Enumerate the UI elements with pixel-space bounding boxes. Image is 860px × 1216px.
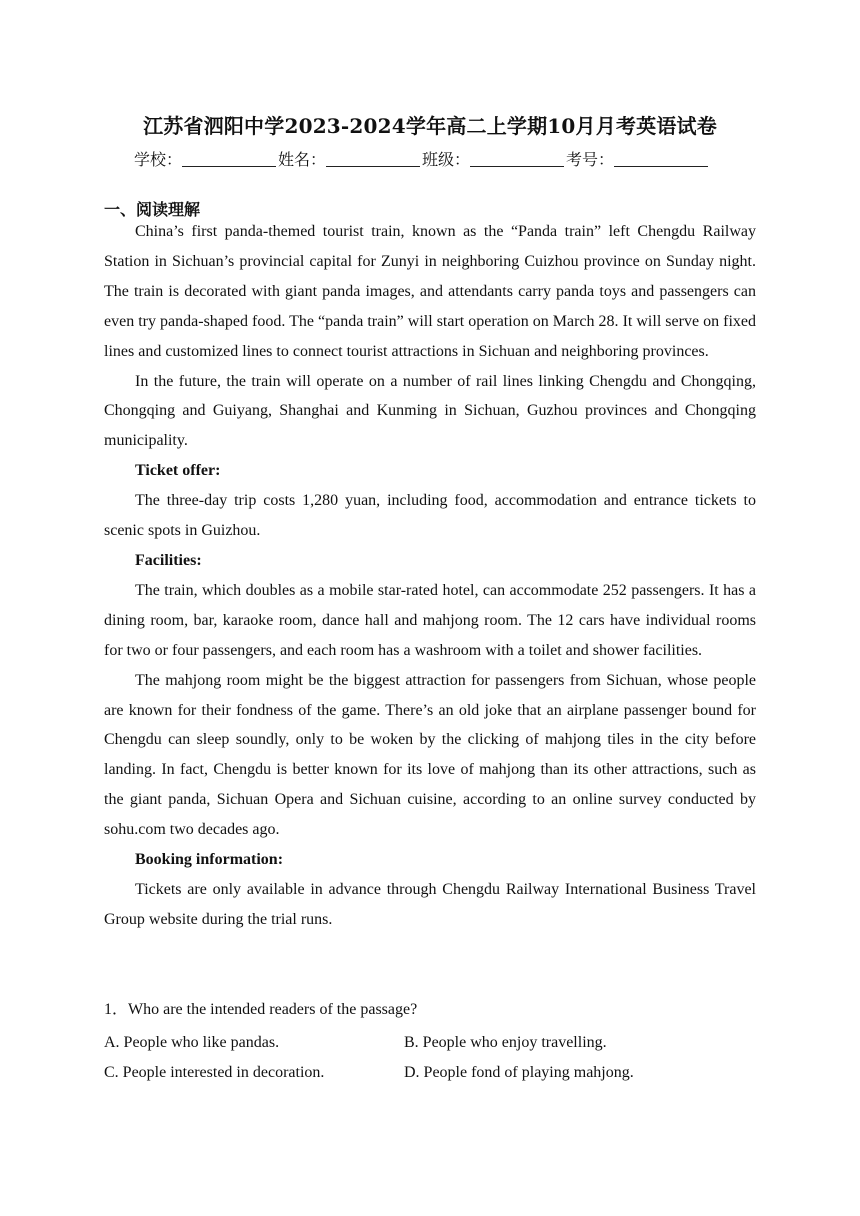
exam-number-field [566, 147, 710, 170]
paragraph-5: The mahjong room might be the biggest attraction for passengers from Sichuan, whose people are known for their fondness of the game. There’s an old joke that an airplane passenger bound for Chengdu can sleep soundly, only to be woken by the clicking of mahjong tiles in the city before landing. In fact, Chengdu is better known for its love of mahjong than its other attractions, such as the giant panda, Sichuan Opera and Sichuan cuisine, according to an online survey conducted by sohu.com two decades ago. [104, 671, 756, 839]
question-stem: 1．Who are the intended readers of the passage? [104, 1001, 418, 1018]
answer-options [104, 1028, 756, 1088]
paragraph-1: China’s first panda-themed tourist train, known as the “Panda train” left Chengdu Railway Station in Sichuan’s provincial capital for Zunyi in neighboring Cuizhou province on Sunday night. The train is decorated with giant panda images, and attendants carry panda toys and passengers can even try panda-shaped food. The “panda train” will start operation on March 28. It will serve on fixed lines and customized lines to connect tourist attractions in Sichuan and neighboring provinces. [104, 223, 756, 360]
school-blank[interactable] [182, 152, 276, 167]
paragraph-3: The three-day trip costs 1,280 yuan, including food, accommodation and entrance tickets to scenic spots in Guizhou. [104, 492, 756, 540]
class-blank[interactable] [470, 152, 564, 167]
subheading-booking-information: Booking information: [135, 851, 284, 869]
class-label: 班级： [422, 150, 471, 169]
student-info-line [134, 147, 754, 170]
class-field [422, 147, 566, 170]
section-heading: 一、阅读理解 [104, 200, 201, 219]
name-label: 姓名： [278, 150, 327, 169]
option-c[interactable]: C. People interested in decoration. [104, 1064, 325, 1081]
paragraph-2: In the future, the train will operate on a number of rail lines linking Chengdu and Chongqing, Chongqing and Guiyang, Shanghai and Kunming in Sichuan, Guzhou provinces and Chongqing municipality. [104, 372, 756, 450]
paragraph-4: The train, which doubles as a mobile star-rated hotel, can accommodate 252 passengers. It has a dining room, bar, karaoke room, dance hall and mahjong room. The 12 cars have individual rooms for two or four passengers, and each room has a washroom with a toilet and shower facilities. [104, 581, 756, 659]
options-row-2 [104, 1058, 756, 1088]
option-d[interactable]: D. People fond of playing mahjong. [404, 1064, 634, 1081]
reading-passage [104, 217, 756, 935]
exam-number-blank[interactable] [614, 152, 708, 167]
name-field [278, 147, 422, 170]
subheading-facilities: Facilities: [135, 551, 202, 569]
option-b[interactable]: B. People who enjoy travelling. [404, 1034, 607, 1051]
options-row-1 [104, 1028, 756, 1058]
paragraph-6: Tickets are only available in advance through Chengdu Railway International Business Travel Group website during the trial runs. [104, 880, 756, 928]
subheading-ticket-offer: Ticket offer: [135, 462, 221, 480]
exam-title: 江苏省泗阳中学2023-2024学年高二上学期10月月考英语试卷 [143, 114, 717, 138]
exam-number-label: 考号： [566, 150, 615, 169]
school-field [134, 147, 278, 170]
name-blank[interactable] [326, 152, 420, 167]
school-label: 学校： [134, 150, 183, 169]
option-a[interactable]: A. People who like pandas. [104, 1034, 280, 1051]
